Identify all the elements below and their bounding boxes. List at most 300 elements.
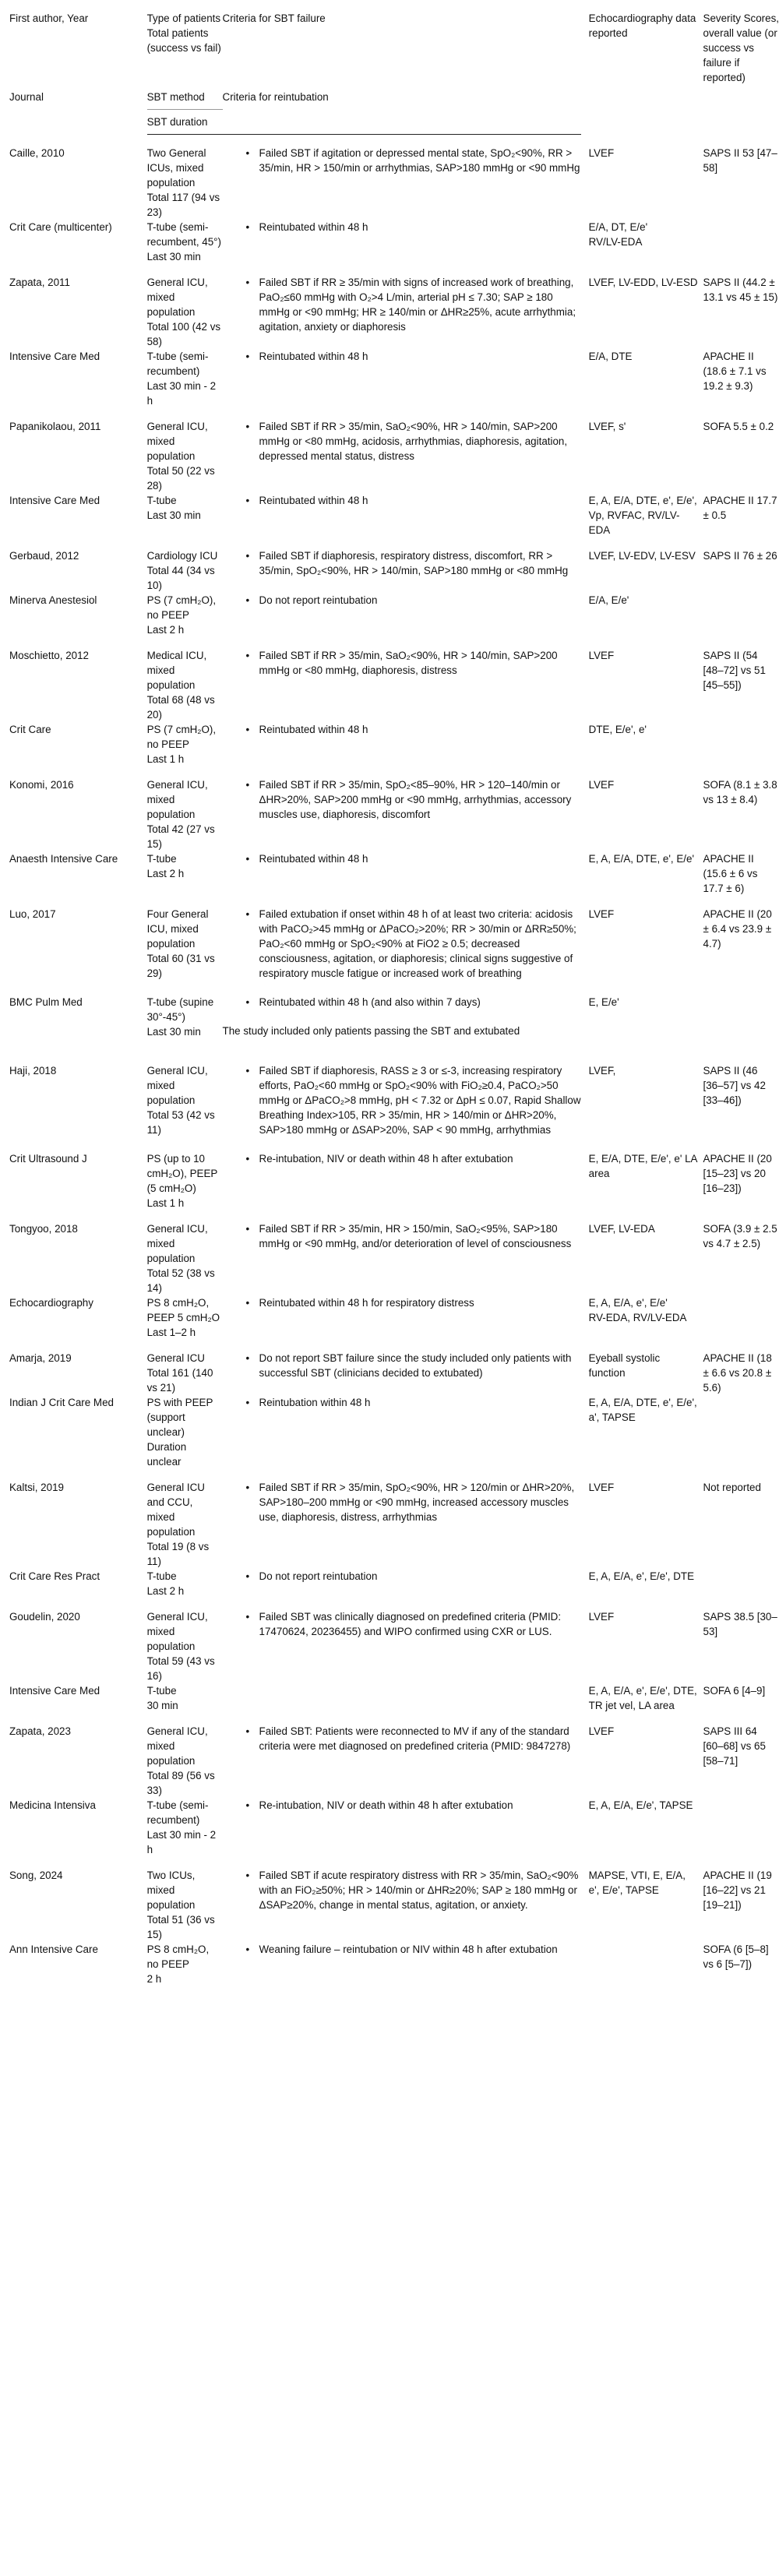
journal-cell bbox=[0, 493, 147, 537]
study-row-2 bbox=[0, 220, 779, 264]
severity-score-2: APACHE II (20 [15–23] vs 20 [16–23]) bbox=[703, 1153, 772, 1194]
study-journal: Minerva Anestesiol bbox=[9, 594, 97, 606]
author-cell bbox=[0, 896, 147, 995]
study-author: Papanikolaou, 2011 bbox=[9, 421, 101, 432]
method-cell bbox=[147, 1683, 223, 1713]
sbt-duration: Last 2 h bbox=[146, 868, 185, 879]
severity-score-1: APACHE II (19 [16–22] vs 21 [19–21]) bbox=[703, 1869, 772, 1911]
journal-cell bbox=[0, 722, 147, 766]
failure-criteria: • Failed SBT if diaphoresis, respiratory distress, discomfort, RR > 35/min, SpO₂<90%, HR > 140/min, SAP>180 mmHg or <80 mmHg bbox=[223, 548, 581, 578]
reintubation-criteria: • Re-intubation, NIV or death within 48 h after extubation bbox=[223, 1151, 581, 1166]
patient-total: Total 42 (27 vs 15) bbox=[146, 823, 215, 850]
sbt-duration: Last 30 min - 2 h bbox=[146, 380, 217, 407]
study-journal: Intensive Care Med bbox=[9, 351, 100, 362]
patient-type: Medical ICU, mixed population bbox=[146, 650, 207, 691]
author-cell bbox=[0, 1857, 147, 1942]
severity-cell-2 bbox=[699, 722, 779, 766]
sbt-method: PS (up to 10 cmH₂O), PEEP (5 cmH₂O) bbox=[146, 1153, 218, 1194]
echo-data-2: E, E/A, DTE, E/e', e' LA area bbox=[588, 1153, 697, 1179]
severity-score-1: SAPS 38.5 [30–53] bbox=[703, 1611, 777, 1637]
sbt-duration: Last 30 min - 2 h bbox=[146, 1829, 217, 1855]
patient-type: General ICU, mixed population bbox=[146, 1065, 208, 1106]
criteria-cell bbox=[223, 766, 581, 851]
criteria-cell bbox=[223, 408, 581, 493]
severity-score-1: SOFA (3.9 ± 2.5 vs 4.7 ± 2.5) bbox=[703, 1223, 777, 1249]
echo-cell bbox=[581, 264, 699, 349]
failure-criteria: • Failed SBT if RR > 35/min, SaO₂<90%, HR > 140/min, SAP>200 mmHg or <80 mmHg, acidosis, arrhythmias, diaphoresis, agitation, depressed mental status, distress bbox=[223, 419, 581, 463]
study-row-2 bbox=[0, 349, 779, 408]
reintubation-criteria: • Reintubation within 48 h bbox=[223, 1395, 581, 1410]
author-cell bbox=[0, 135, 147, 220]
journal-cell bbox=[0, 995, 147, 1052]
echo-data-2: E, A, E/A, DTE, e', E/e', a', TAPSE bbox=[588, 1397, 697, 1423]
study-row bbox=[0, 1340, 779, 1395]
study-row-2 bbox=[0, 1798, 779, 1857]
severity-score-2: SOFA (6 [5–8] vs 6 [5–7]) bbox=[703, 1943, 769, 1970]
criteria-cell bbox=[223, 135, 581, 220]
echo-cell bbox=[581, 896, 699, 995]
study-row-2 bbox=[0, 493, 779, 537]
failure-criteria: • Failed SBT if RR > 35/min, SpO₂<85–90%, HR > 120–140/min or ΔHR>20%, SAP>200 mmHg or <90 mmHg, arrhythmias, accessory muscles use, diaphoresis, discomfort bbox=[223, 777, 581, 822]
study-row bbox=[0, 408, 779, 493]
study-author: Kaltsi, 2019 bbox=[9, 1482, 64, 1493]
echo-cell-2 bbox=[581, 593, 699, 637]
failure-criteria-list bbox=[223, 648, 581, 678]
method-cell bbox=[147, 1942, 223, 1986]
echo-data-1: LVEF bbox=[588, 779, 615, 791]
study-author: Gerbaud, 2012 bbox=[9, 550, 79, 562]
method-cell bbox=[147, 1798, 223, 1857]
echo-cell-2 bbox=[581, 1798, 699, 1857]
method-cell bbox=[147, 995, 223, 1052]
failure-criteria: • Failed SBT if acute respiratory distress with RR > 35/min, SaO₂<90% with an FiO₂≥50%; HR > 140/min or ΔHR≥20%; SAP ≥ 180 mmHg or ΔSAP≥20%, change in mental status, agitation, or anxiety. bbox=[223, 1868, 581, 1912]
echo-data-2: E, A, E/A, e', E/e', DTE, TR jet vel, LA area bbox=[588, 1685, 697, 1711]
study-author: Tongyoo, 2018 bbox=[9, 1223, 78, 1235]
echo-data-2: E/A, E/e' bbox=[588, 594, 629, 606]
echo-data-2: DTE, E/e', e' bbox=[588, 724, 647, 735]
patient-total: Total 117 (94 vs 23) bbox=[146, 192, 220, 218]
reintubation-list bbox=[223, 220, 581, 234]
failure-criteria-list bbox=[223, 1221, 581, 1251]
patient-total: Total 161 (140 vs 21) bbox=[146, 1367, 213, 1394]
echo-data-2: E, A, E/A, DTE, e', E/e', Vp, RVFAC, RV/LV-EDA bbox=[588, 495, 697, 536]
journal-cell bbox=[0, 220, 147, 264]
echo-data-1: LVEF bbox=[588, 650, 615, 661]
reintubation-list bbox=[223, 995, 581, 1010]
patient-type: General ICU, mixed population bbox=[146, 1725, 208, 1767]
failure-criteria-list bbox=[223, 1480, 581, 1524]
sbt-method: T-tube bbox=[146, 853, 177, 865]
criteria-cell bbox=[223, 1340, 581, 1395]
echo-data-1: LVEF, s' bbox=[588, 421, 626, 432]
echo-cell-2 bbox=[581, 1151, 699, 1210]
reintubation-list bbox=[223, 722, 581, 737]
header-severity: Severity Scores, overall value (or success vs failure if reported) bbox=[703, 12, 779, 83]
patient-type: General ICU, mixed population bbox=[146, 1611, 208, 1652]
method-cell bbox=[147, 593, 223, 637]
journal-cell bbox=[0, 1151, 147, 1210]
reintubation-criteria: • Reintubated within 48 h for respiratory distress bbox=[223, 1295, 581, 1310]
reintubation-cell bbox=[223, 1798, 581, 1857]
study-journal: Echocardiography bbox=[9, 1297, 93, 1309]
header-total: Total patients (success vs fail) bbox=[146, 27, 221, 54]
failure-criteria-list bbox=[223, 1063, 581, 1137]
author-cell bbox=[0, 264, 147, 349]
reintubation-list bbox=[223, 1151, 581, 1166]
reintubation-criteria: • Weaning failure – reintubation or NIV within 48 h after extubation bbox=[223, 1942, 581, 1957]
echo-data-1: LVEF, LV-EDV, LV-ESV bbox=[588, 550, 696, 562]
echo-cell-2 bbox=[581, 851, 699, 896]
patients-cell bbox=[147, 135, 223, 220]
severity-cell-2 bbox=[699, 349, 779, 408]
sbt-duration: Last 30 min bbox=[146, 251, 201, 263]
echo-cell bbox=[581, 1857, 699, 1942]
reintubation-list bbox=[223, 1395, 581, 1410]
reintubation-criteria: • Do not report reintubation bbox=[223, 593, 581, 608]
method-cell bbox=[147, 1295, 223, 1340]
severity-cell bbox=[699, 1857, 779, 1942]
sbt-method: T-tube (supine 30°-45°) bbox=[146, 996, 214, 1023]
severity-cell bbox=[699, 1469, 779, 1569]
author-cell bbox=[0, 537, 147, 593]
study-journal: Crit Care Res Pract bbox=[9, 1570, 100, 1582]
echo-data-1: LVEF, LV-EDA bbox=[588, 1223, 655, 1235]
study-author: Moschietto, 2012 bbox=[9, 650, 89, 661]
header-author: First author, Year bbox=[9, 12, 89, 24]
echo-cell bbox=[581, 1598, 699, 1683]
patient-total: Total 100 (42 vs 58) bbox=[146, 321, 221, 347]
patient-type: General ICU, mixed population bbox=[146, 779, 208, 820]
echo-cell bbox=[581, 766, 699, 851]
severity-score-1: SAPS II (44.2 ± 13.1 vs 45 ± 15) bbox=[703, 277, 778, 303]
study-row bbox=[0, 537, 779, 593]
severity-cell bbox=[699, 1598, 779, 1683]
sbt-method: T-tube (semi-recumbent) bbox=[146, 351, 209, 377]
reintubation-criteria: • Reintubated within 48 h bbox=[223, 722, 581, 737]
reintubation-cell bbox=[223, 1395, 581, 1469]
study-row-2 bbox=[0, 1942, 779, 1986]
reintubation-cell bbox=[223, 1295, 581, 1340]
method-cell bbox=[147, 493, 223, 537]
severity-cell-2 bbox=[699, 1395, 779, 1469]
patients-cell bbox=[147, 1713, 223, 1798]
study-author: Goudelin, 2020 bbox=[9, 1611, 80, 1623]
echo-data-2: E, E/e' bbox=[588, 996, 619, 1008]
method-cell bbox=[147, 1569, 223, 1598]
header-sbt-duration: SBT duration bbox=[146, 116, 208, 128]
echo-cell bbox=[581, 1713, 699, 1798]
study-note: The study included only patients passing the SBT and extubated bbox=[222, 1025, 520, 1037]
study-row-2 bbox=[0, 995, 779, 1052]
study-author: Zapata, 2011 bbox=[9, 277, 70, 288]
echo-cell-2 bbox=[581, 1295, 699, 1340]
echo-cell-2 bbox=[581, 1569, 699, 1598]
patient-type: General ICU bbox=[146, 1352, 205, 1364]
method-cell bbox=[147, 1151, 223, 1210]
study-row bbox=[0, 1598, 779, 1683]
study-row bbox=[0, 637, 779, 722]
failure-criteria: • Failed SBT: Patients were reconnected to MV if any of the standard criteria were met diagnosed on predefined criteria (PMID: 9847278) bbox=[223, 1724, 581, 1753]
sbt-method: PS (7 cmH₂O), no PEEP bbox=[146, 594, 217, 621]
failure-criteria: • Failed extubation if onset within 48 h of at least two criteria: acidosis with PaCO₂>45 mmHg or ΔPaCO₂>20%; RR > 30/min or ΔRR≥50%; PaO₂<60 mmHg or SpO₂<90% at FiO2 ≥ 0.5; decreased consciousness, agitation, or diaphoresis; clinical signs suggestive of respiratory muscle fatigue or increased work of breathing bbox=[223, 907, 581, 981]
journal-cell bbox=[0, 1683, 147, 1713]
sbt-duration: Last 1–2 h bbox=[146, 1327, 196, 1338]
echo-data-2: E, A, E/A, e', E/e' bbox=[588, 1297, 668, 1309]
severity-score-1: SOFA 5.5 ± 0.2 bbox=[703, 421, 774, 432]
sbt-duration: Duration unclear bbox=[146, 1441, 187, 1468]
method-cell bbox=[147, 851, 223, 896]
echo-cell bbox=[581, 637, 699, 722]
study-row-2 bbox=[0, 722, 779, 766]
patients-cell bbox=[147, 1052, 223, 1151]
sbt-duration: 2 h bbox=[146, 1973, 162, 1985]
severity-cell-2 bbox=[699, 1569, 779, 1598]
echo-cell-2 bbox=[581, 722, 699, 766]
echo-data-1: LVEF bbox=[588, 146, 615, 159]
echo-cell bbox=[581, 1210, 699, 1295]
severity-cell-2 bbox=[699, 493, 779, 537]
sbt-duration: Last 1 h bbox=[146, 753, 185, 765]
severity-cell-2 bbox=[699, 1683, 779, 1713]
reintubation-criteria: • Do not report reintubation bbox=[223, 1569, 581, 1584]
failure-criteria-list bbox=[223, 777, 581, 822]
severity-score-1: SOFA (8.1 ± 3.8 vs 13 ± 8.4) bbox=[703, 779, 777, 805]
author-cell bbox=[0, 1713, 147, 1798]
sbt-duration: Last 30 min bbox=[146, 1026, 201, 1038]
echo-cell-2 bbox=[581, 1395, 699, 1469]
echo-cell-2 bbox=[581, 1942, 699, 1986]
echo-data-1: Eyeball systolic function bbox=[588, 1352, 661, 1379]
patient-total: Total 50 (22 vs 28) bbox=[146, 465, 215, 492]
patients-cell bbox=[147, 766, 223, 851]
criteria-cell bbox=[223, 1713, 581, 1798]
journal-cell bbox=[0, 1395, 147, 1469]
patients-cell bbox=[147, 1469, 223, 1569]
reintubation-list bbox=[223, 1798, 581, 1813]
study-row bbox=[0, 766, 779, 851]
patient-total: Total 89 (56 vs 33) bbox=[146, 1770, 215, 1796]
severity-cell-2 bbox=[699, 851, 779, 896]
failure-criteria: • Failed SBT if agitation or depressed mental state, SpO₂<90%, RR > 35/min, HR > 150/min or arrhythmias, SAP>180 mmHg or <90 mmHg bbox=[223, 146, 581, 175]
patient-total: Total 51 (36 vs 15) bbox=[146, 1914, 215, 1940]
method-cell bbox=[147, 722, 223, 766]
reintubation-cell bbox=[223, 593, 581, 637]
severity-cell bbox=[699, 1340, 779, 1395]
study-journal: Intensive Care Med bbox=[9, 495, 100, 506]
study-journal: Medicina Intensiva bbox=[9, 1799, 96, 1811]
study-author: Song, 2024 bbox=[9, 1869, 63, 1881]
echo-data-2: E, A, E/A, E/e', TAPSE bbox=[588, 1799, 693, 1811]
patients-cell bbox=[147, 264, 223, 349]
sbt-method: T-tube bbox=[146, 495, 177, 506]
patients-cell bbox=[147, 896, 223, 995]
journal-cell bbox=[0, 1295, 147, 1340]
header-sbt-method: SBT method bbox=[146, 91, 205, 103]
author-cell bbox=[0, 1469, 147, 1569]
criteria-cell bbox=[223, 1052, 581, 1151]
patient-type: Two General ICUs, mixed population bbox=[146, 147, 206, 189]
header-row-2 bbox=[0, 85, 779, 110]
reintubation-cell bbox=[223, 349, 581, 408]
severity-cell bbox=[699, 1052, 779, 1151]
method-cell bbox=[147, 349, 223, 408]
severity-cell bbox=[699, 408, 779, 493]
echo-data-3: RV/LV-EDA bbox=[588, 236, 643, 248]
study-author: Luo, 2017 bbox=[9, 908, 56, 920]
reintubation-cell bbox=[223, 722, 581, 766]
study-journal: Indian J Crit Care Med bbox=[9, 1397, 114, 1408]
header-reintubation: Criteria for reintubation bbox=[222, 91, 329, 103]
severity-cell-2 bbox=[699, 1942, 779, 1986]
severity-cell bbox=[699, 264, 779, 349]
study-journal: BMC Pulm Med bbox=[9, 996, 83, 1008]
severity-cell-2 bbox=[699, 995, 779, 1052]
severity-score-1: Not reported bbox=[703, 1482, 761, 1493]
severity-score-2: APACHE II (18.6 ± 7.1 vs 19.2 ± 9.3) bbox=[703, 351, 767, 392]
echo-cell-2 bbox=[581, 220, 699, 264]
study-row-2 bbox=[0, 1295, 779, 1340]
patient-type: Cardiology ICU bbox=[146, 550, 218, 562]
reintubation-list bbox=[223, 593, 581, 608]
echo-cell bbox=[581, 537, 699, 593]
study-journal: Crit Ultrasound J bbox=[9, 1153, 87, 1165]
severity-cell bbox=[699, 896, 779, 995]
method-cell bbox=[147, 220, 223, 264]
journal-cell bbox=[0, 1798, 147, 1857]
failure-criteria-list bbox=[223, 1868, 581, 1912]
severity-cell-2 bbox=[699, 220, 779, 264]
patients-cell bbox=[147, 637, 223, 722]
echo-cell-2 bbox=[581, 995, 699, 1052]
echo-data-2: E, A, E/A, DTE, e', E/e' bbox=[588, 853, 695, 865]
criteria-cell bbox=[223, 1210, 581, 1295]
sbt-method: PS (7 cmH₂O), no PEEP bbox=[146, 724, 217, 750]
failure-criteria-list bbox=[223, 1724, 581, 1753]
failure-criteria: • Failed SBT if diaphoresis, RASS ≥ 3 or ≤-3, increasing respiratory efforts, PaO₂<60 mmHg or SpO₂<90% with FiO₂≥0.4, PaCO₂>50 mmHg or ΔPaCO₂>8 mmHg, pH < 7.32 or ΔpH ≤ 0.07, Rapid Shallow Breathing Index>105, RR > 35/min, HR > 140/min or ΔHR>20%, SAP>180 mmHg or ΔSAP>20%, SAP < 90 mmHg, arrhythmias bbox=[223, 1063, 581, 1137]
reintubation-criteria: • Reintubated within 48 h bbox=[223, 493, 581, 508]
reintubation-list bbox=[223, 1569, 581, 1584]
patient-total: Total 60 (31 vs 29) bbox=[146, 953, 215, 979]
study-row-2 bbox=[0, 1151, 779, 1210]
study-journal: Crit Care (multicenter) bbox=[9, 221, 112, 233]
reintubation-criteria: • Reintubated within 48 h (and also within 7 days) bbox=[223, 995, 581, 1010]
patient-total: Total 68 (48 vs 20) bbox=[146, 694, 215, 721]
echo-data-1: LVEF, bbox=[588, 1065, 616, 1077]
sbt-duration: Last 30 min bbox=[146, 509, 201, 521]
severity-cell-2 bbox=[699, 1295, 779, 1340]
severity-score-1: SAPS II (54 [48–72] vs 51 [45–55]) bbox=[703, 650, 766, 691]
severity-score-2: SOFA 6 [4–9] bbox=[703, 1685, 766, 1697]
severity-score-1: APACHE II (18 ± 6.6 vs 20.8 ± 5.6) bbox=[703, 1352, 772, 1394]
sbt-duration: Last 1 h bbox=[146, 1197, 185, 1209]
echo-cell bbox=[581, 1469, 699, 1569]
reintubation-list bbox=[223, 851, 581, 866]
severity-cell bbox=[699, 537, 779, 593]
reintubation-cell bbox=[223, 493, 581, 537]
reintubation-cell bbox=[223, 995, 581, 1052]
header-row-3 bbox=[0, 110, 779, 135]
failure-criteria: • Failed SBT if RR > 35/min, SpO₂<90%, HR > 120/min or ΔHR>20%, SAP>180–200 mmHg or <90 mmHg, increased accessory muscles use, diaphoresis, distress, arrhythmias bbox=[223, 1480, 581, 1524]
severity-cell bbox=[699, 1210, 779, 1295]
failure-criteria-list bbox=[223, 146, 581, 175]
sbt-method: PS 8 cmH₂O, no PEEP bbox=[146, 1943, 210, 1970]
author-cell bbox=[0, 1598, 147, 1683]
study-author: Amarja, 2019 bbox=[9, 1352, 72, 1364]
failure-criteria: • Do not report SBT failure since the study included only patients with successful SBT (clinicians decided to extubated) bbox=[223, 1351, 581, 1380]
failure-criteria: • Failed SBT if RR > 35/min, SaO₂<90%, HR > 140/min, SAP>200 mmHg or <80 mmHg, diaphoresis, distress bbox=[223, 648, 581, 678]
study-row bbox=[0, 135, 779, 220]
echo-data-1: LVEF bbox=[588, 1611, 615, 1623]
criteria-cell bbox=[223, 1598, 581, 1683]
sbt-method: T-tube bbox=[146, 1685, 177, 1697]
study-journal: Ann Intensive Care bbox=[9, 1943, 98, 1955]
failure-criteria-list bbox=[223, 1609, 581, 1639]
study-journal: Intensive Care Med bbox=[9, 1685, 100, 1697]
echo-cell-2 bbox=[581, 1683, 699, 1713]
reintubation-criteria: • Reintubated within 48 h bbox=[223, 349, 581, 364]
header-journal: Journal bbox=[9, 91, 44, 103]
header-type: Type of patients bbox=[146, 12, 221, 24]
author-cell bbox=[0, 637, 147, 722]
severity-cell bbox=[699, 1713, 779, 1798]
failure-criteria-list bbox=[223, 419, 581, 463]
echo-data-2: E/A, DTE bbox=[588, 351, 633, 362]
reintubation-cell bbox=[223, 220, 581, 264]
patient-type: General ICU and CCU, mixed population bbox=[146, 1482, 205, 1538]
author-cell bbox=[0, 1052, 147, 1151]
patient-total: Total 59 (43 vs 16) bbox=[146, 1655, 215, 1682]
sbt-duration: Last 2 h bbox=[146, 1585, 185, 1597]
study-row bbox=[0, 896, 779, 995]
patient-total: Total 53 (42 vs 11) bbox=[146, 1109, 215, 1136]
journal-cell bbox=[0, 593, 147, 637]
study-row bbox=[0, 1210, 779, 1295]
criteria-cell bbox=[223, 1469, 581, 1569]
reintubation-cell bbox=[223, 1569, 581, 1598]
severity-cell bbox=[699, 135, 779, 220]
echo-data-2: E/A, DT, E/e' bbox=[588, 221, 648, 233]
patients-cell bbox=[147, 1598, 223, 1683]
failure-criteria-list bbox=[223, 275, 581, 334]
sbt-method: PS with PEEP (support unclear) bbox=[146, 1397, 213, 1438]
patient-type: Four General ICU, mixed population bbox=[146, 908, 209, 950]
failure-criteria-list bbox=[223, 1351, 581, 1380]
sbt-duration: 30 min bbox=[146, 1700, 178, 1711]
reintubation-list bbox=[223, 349, 581, 364]
severity-score-1: SAPS III 64 [60–68] vs 65 [58–71] bbox=[703, 1725, 766, 1767]
reintubation-criteria: • Reintubated within 48 h bbox=[223, 851, 581, 866]
author-cell bbox=[0, 1210, 147, 1295]
study-author: Konomi, 2016 bbox=[9, 779, 74, 791]
patients-cell bbox=[147, 1857, 223, 1942]
reintubation-cell bbox=[223, 1942, 581, 1986]
journal-cell bbox=[0, 1942, 147, 1986]
severity-score-2: APACHE II (15.6 ± 6 vs 17.7 ± 6) bbox=[703, 853, 758, 894]
study-row bbox=[0, 264, 779, 349]
reintubation-list bbox=[223, 493, 581, 508]
reintubation-criteria: • Re-intubation, NIV or death within 48 h after extubation bbox=[223, 1798, 581, 1813]
reintubation-list bbox=[223, 1942, 581, 1957]
study-row-2 bbox=[0, 1395, 779, 1469]
criteria-cell bbox=[223, 637, 581, 722]
failure-criteria-list bbox=[223, 907, 581, 981]
severity-score-1: SAPS II 53 [47–58] bbox=[703, 146, 777, 174]
study-row bbox=[0, 1713, 779, 1798]
reintubation-cell bbox=[223, 1683, 581, 1713]
method-cell bbox=[147, 1395, 223, 1469]
severity-cell bbox=[699, 766, 779, 851]
author-cell bbox=[0, 408, 147, 493]
